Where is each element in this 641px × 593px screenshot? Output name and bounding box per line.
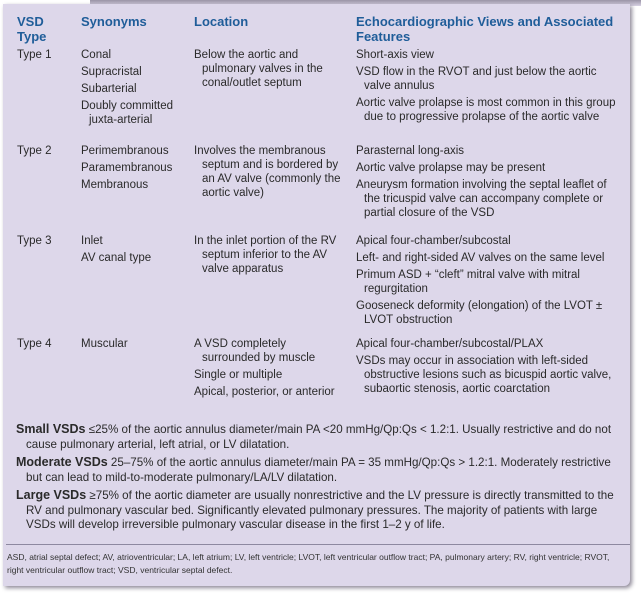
echo-item: Apical four-chamber/subcostal xyxy=(356,235,511,247)
row4-synonyms xyxy=(81,337,193,354)
location-text: In the inlet portion of the RV septum inferior to the AV valve apparatus xyxy=(194,235,337,275)
note-large xyxy=(16,488,626,533)
location-text: Apical, posterior, or anterior xyxy=(194,386,335,398)
table-panel xyxy=(3,4,630,586)
synonym: Inlet xyxy=(81,235,103,247)
location-text: Involves the membranous septum and is bordered by an AV valve (commonly the aortic valve) xyxy=(194,145,341,199)
note-text: ≥75% of the aortic diameter are usually nonrestrictive and the LV pressure is directly transmitted to the RV and pulmonary vascular bed. Significantly elevated pulmonary pressures. The majority of patients with large VSDs will develop irreversible pulmonary vascular disease in the first 1–2 y of life. xyxy=(26,489,614,531)
row2-synonyms xyxy=(81,144,193,195)
row4-location xyxy=(194,337,344,402)
row4-echo xyxy=(356,337,614,399)
echo-item: Aneurysm formation involving the septal leaflet of the tricuspid valve can accompany complete or partial closure of the VSD xyxy=(356,179,607,219)
location-text: Below the aortic and pulmonary valves in the conal/outlet septum xyxy=(194,49,323,89)
echo-item: Apical four-chamber/subcostal/PLAX xyxy=(356,338,544,350)
footnote-divider xyxy=(6,544,630,545)
echo-item: VSD flow in the RVOT and just below the aortic valve annulus xyxy=(356,66,597,92)
row3-echo xyxy=(356,234,624,330)
echo-item: Parasternal long-axis xyxy=(356,145,465,157)
echo-item: Primum ASD + “cleft” mitral valve with mitral regurgitation xyxy=(356,269,580,295)
synonym: Paramembranous xyxy=(81,162,173,174)
synonym: Supracristal xyxy=(81,66,142,78)
synonym: Conal xyxy=(81,49,112,61)
echo-item: Aortic valve prolapse may be present xyxy=(356,162,546,174)
note-moderate xyxy=(16,455,626,485)
header-vsd-type: VSD Type xyxy=(17,14,47,44)
size-notes xyxy=(16,422,626,536)
synonym: Doubly committed juxta-arterial xyxy=(81,100,174,126)
header-location: Location xyxy=(194,14,249,29)
row1-type: Type 1 xyxy=(17,49,52,61)
note-label: Large VSDs xyxy=(16,488,87,502)
note-small xyxy=(16,422,626,452)
note-text: 25–75% of the aortic annulus diameter/main PA = 35 mmHg/Qp:Qs > 1.2:1. Moderately restrictive but can lead to mild-to-moderate pulmonary/LA/LV dilatation. xyxy=(26,456,611,484)
synonym: Muscular xyxy=(81,338,128,350)
echo-item: Aortic valve prolapse is most common in this group due to progressive prolapse of the aortic valve xyxy=(356,97,616,123)
echo-item: Gooseneck deformity (elongation) of the LVOT ± LVOT obstruction xyxy=(356,300,603,326)
row2-echo xyxy=(356,144,624,223)
header-synonyms: Synonyms xyxy=(81,14,147,29)
row3-location xyxy=(194,234,344,279)
header-echo: Echocardiographic Views and Associated Features xyxy=(356,14,614,44)
synonym: Membranous xyxy=(81,179,149,191)
synonym: Perimembranous xyxy=(81,145,169,157)
echo-item: Left- and right-sided AV valves on the same level xyxy=(356,252,605,264)
row4-type: Type 4 xyxy=(17,338,52,350)
abbreviations-footnote: ASD, atrial septal defect; AV, atrioventricular; LA, left atrium; LV, left ventricle; LVOT, left ventricular outflow tract; PA, pulmonary artery; RV, right ventricle; RVOT, right ventricular outflow tract; VSD, ventricular septal defect. xyxy=(7,552,610,575)
row1-echo xyxy=(356,48,624,127)
location-text: A VSD completely surrounded by muscle xyxy=(194,338,316,364)
row1-synonyms xyxy=(81,48,193,130)
row3-type: Type 3 xyxy=(17,235,52,247)
synonym: Subarterial xyxy=(81,83,137,95)
row3-synonyms xyxy=(81,234,193,268)
echo-item: VSDs may occur in association with left-sided obstructive lesions such as bicuspid aortic valve, subaortic stenosis, aortic coarctation xyxy=(356,355,612,395)
row1-location xyxy=(194,48,344,93)
echo-item: Short-axis view xyxy=(356,49,434,61)
note-label: Small VSDs xyxy=(16,422,86,436)
location-text: Single or multiple xyxy=(194,369,283,381)
row2-type: Type 2 xyxy=(17,145,52,157)
note-label: Moderate VSDs xyxy=(16,455,108,469)
row2-location xyxy=(194,144,344,203)
note-text: ≤25% of the aortic annulus diameter/main PA <20 mmHg/Qp:Qs < 1.2:1. Usually restrictive and do not cause pulmonary arterial, left atrial, or LV dilatation. xyxy=(26,423,612,451)
synonym: AV canal type xyxy=(81,252,152,264)
